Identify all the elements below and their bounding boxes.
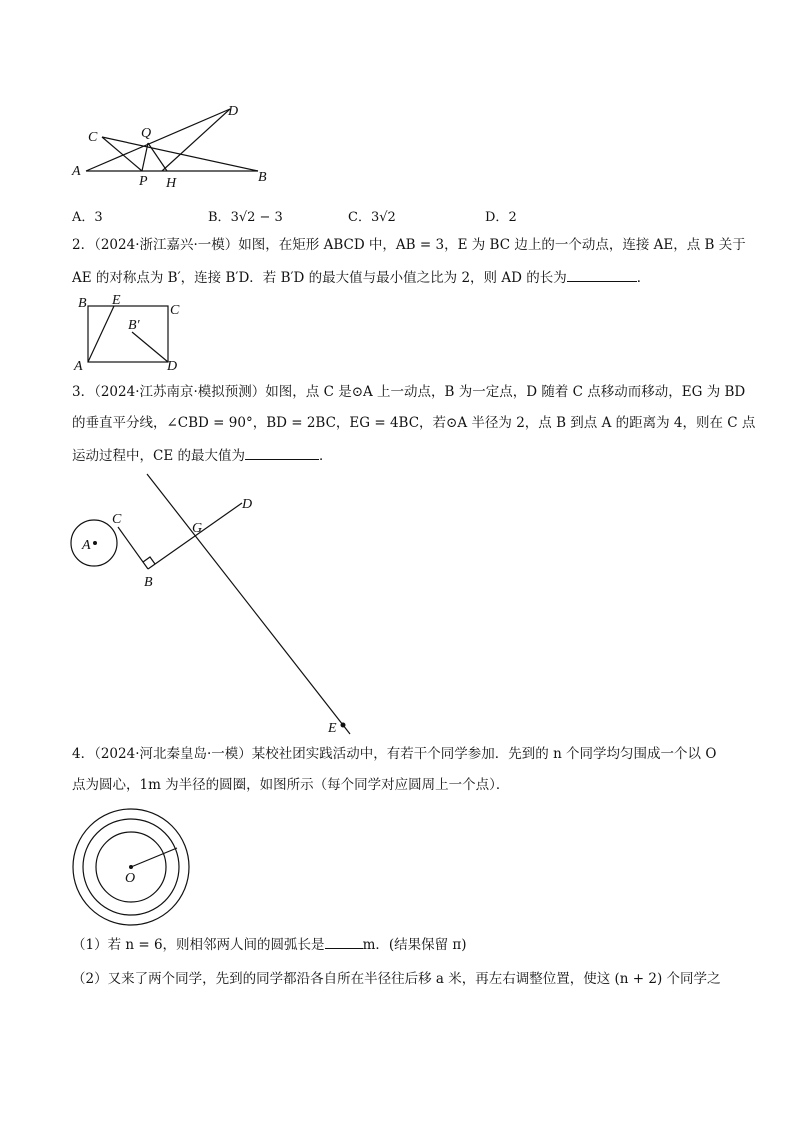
q3-line3: 运动过程中，CE 的最大值为 ． (72, 445, 332, 465)
q4-part1: （1）若 n = 6，则相邻两人间的圆弧长是 m．(结果保留 π) (72, 934, 467, 954)
fig1-label-p: P (139, 174, 148, 189)
q3-line2: 的垂直平分线，∠CBD = 90°，BD = 2BC，EG = 4BC，若⊙A 半径为 2，点 B 到点 A 的距离为 4，则在 C 点 (72, 415, 756, 431)
choice-b: B．3√2 − 3 (208, 210, 283, 225)
fig4-label-o: O (125, 871, 136, 886)
fig1-label-d: D (228, 104, 239, 119)
fig3-label-d: D (242, 497, 253, 512)
fig3-label-c: C (112, 512, 122, 527)
choice-d: D．2 (485, 210, 517, 225)
fig2-label-b: B (78, 296, 87, 311)
choice-a: A．3 (72, 210, 103, 225)
figure-4 (66, 806, 198, 930)
fig2-label-d: D (167, 359, 178, 374)
q4-part1-answer-blank[interactable] (325, 934, 363, 949)
fig2-label-bprime: B′ (128, 318, 140, 333)
fig3-label-a: A (82, 538, 91, 553)
fig1-label-c: C (88, 130, 98, 145)
fig1-label-b: B (258, 170, 267, 185)
fig2-label-c: C (170, 303, 180, 318)
fig2-label-e: E (112, 293, 121, 308)
q2-answer-blank[interactable] (567, 267, 637, 282)
fig3-label-e: E (328, 721, 337, 736)
q4-line2: 点为圆心，1m 为半径的圆圈，如图所示（每个同学对应圆周上一个点）． (72, 777, 510, 793)
q4-line1: 4．（2024·河北秦皇岛·一模）某校社团实践活动中，有若干个同学参加．先到的 n 个同学均匀围成一个以 O (72, 746, 717, 762)
figure-1 (60, 95, 290, 195)
fig3-label-b: B (144, 575, 153, 590)
choice-c: C．3√2 (348, 210, 396, 225)
fig1-label-a: A (72, 164, 81, 179)
q3-line1: 3．（2024·江苏南京·模拟预测）如图，点 C 是⊙A 上一动点，B 为一定点，D 随着 C 点移动而移动，EG 为 BD (72, 384, 746, 400)
fig3-label-g: G (192, 521, 203, 536)
q4-part2: （2）又来了两个同学，先到的同学都沿各自所在半径往后移 a 米，再左右调整位置，使这 (n + 2) 个同学之 (72, 971, 721, 987)
figure-3 (60, 468, 370, 740)
fig2-label-a: A (74, 359, 83, 374)
q2-line1: 2．（2024·浙江嘉兴·一模）如图，在矩形 ABCD 中，AB = 3，E 为 BC 边上的一个动点，连接 AE，点 B 关于 (72, 237, 746, 253)
fig1-label-h: H (166, 176, 177, 191)
figure-2 (70, 292, 190, 374)
fig1-label-q: Q (141, 126, 152, 141)
q3-answer-blank[interactable] (245, 445, 319, 460)
q2-line2: AE 的对称点为 B′，连接 B′D．若 B′D 的最大值与最小值之比为 2，则 AD 的长为 ． (72, 267, 650, 287)
